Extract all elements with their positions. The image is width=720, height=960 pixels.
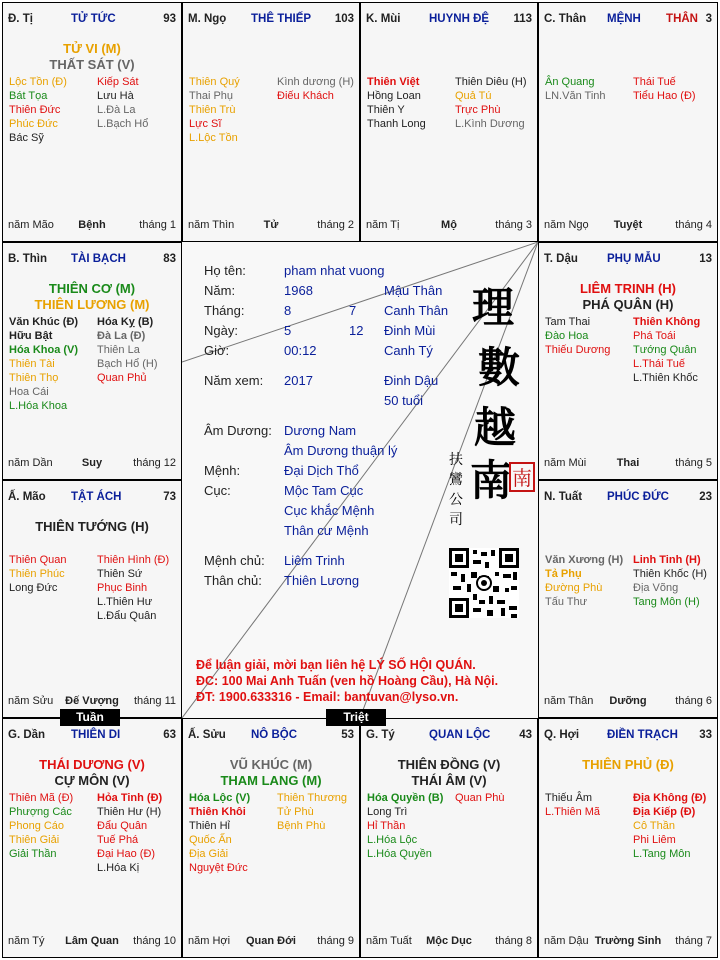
than-chu-label: Thân chủ:	[204, 573, 262, 588]
minor-star: Thiên Hư (H)	[97, 806, 162, 818]
minor-star: Hồng Loan	[367, 90, 421, 102]
minor-star: L.Hóa Khoa	[9, 400, 68, 412]
minor-stars-right	[97, 315, 182, 385]
minor-star: Quan Phù	[455, 792, 505, 804]
minor-stars-right	[97, 791, 182, 875]
info-value-canchi: 50 tuổi	[384, 393, 424, 408]
palace-age: 33	[699, 729, 712, 741]
month-label: tháng 1	[139, 219, 176, 231]
palace-header	[544, 13, 712, 29]
minor-star: Hóa Quyền (B)	[367, 792, 444, 804]
seal-stamp: 南	[509, 462, 535, 492]
minor-stars-right	[97, 75, 182, 131]
major-star: THAM LANG (M)	[220, 773, 322, 788]
palace-header	[544, 491, 712, 507]
palace-age: 3	[705, 13, 712, 25]
major-stars	[539, 757, 717, 773]
minor-star: L.Thái Tuế	[633, 358, 685, 370]
minor-star: Thiên Giải	[9, 834, 60, 846]
palace-header	[544, 253, 712, 269]
than-label: THÂN	[666, 13, 698, 25]
minor-star: Quốc Ấn	[189, 834, 232, 846]
minor-star: Đào Hoa	[545, 330, 589, 342]
palace-age: 93	[163, 13, 176, 25]
month-label: tháng 3	[495, 219, 532, 231]
palace-cell[interactable]	[538, 242, 718, 480]
minor-star: Thiên La	[97, 344, 140, 356]
minor-star: Phi Liêm	[633, 834, 676, 846]
minor-star: Quả Tú	[455, 90, 492, 102]
minor-stars-right	[633, 553, 718, 609]
minor-star: Hóa Khoa (V)	[9, 344, 79, 356]
major-star: TỬ VI (M)	[63, 41, 121, 56]
truong-sinh-stage: Dưỡng	[609, 695, 647, 707]
year-label: năm Thìn	[188, 219, 235, 231]
minor-stars-left	[9, 75, 95, 145]
minor-star: Thiên Mã (Đ)	[9, 792, 74, 804]
minor-star: L.Thiên Khốc	[633, 372, 698, 384]
palace-header	[8, 253, 176, 269]
palace-header	[8, 729, 176, 745]
minor-star: Đại Hao (Đ)	[97, 848, 156, 860]
major-star: VŨ KHÚC (M)	[229, 757, 313, 772]
palace-cell[interactable]	[2, 242, 182, 480]
month-label: tháng 11	[133, 695, 176, 707]
info-value: 2017	[284, 373, 313, 388]
minor-star: Bệnh Phù	[277, 820, 326, 832]
minor-star: Giải Thần	[9, 848, 57, 860]
palace-age: 13	[699, 253, 712, 265]
info-value: 8	[284, 303, 292, 318]
major-stars	[539, 281, 717, 313]
truong-sinh-stage: Trường Sinh	[594, 935, 662, 947]
minor-star: Đẩu Quân	[97, 820, 148, 832]
major-star: CỰ MÔN (V)	[54, 773, 130, 788]
minor-star: Phục Binh	[97, 582, 148, 594]
than-chu-value: Thiên Lương	[284, 573, 360, 588]
cuc-note-1: Cục khắc Mệnh	[284, 503, 375, 518]
month-label: tháng 7	[675, 935, 712, 947]
palace-footer	[8, 695, 176, 709]
palace-name: PHỤ MẪU	[607, 253, 661, 265]
year-label: năm Hợi	[188, 935, 231, 947]
palace-footer	[366, 219, 532, 233]
minor-star: Bác Sỹ	[9, 132, 44, 144]
palace-footer	[8, 219, 176, 233]
year-label: năm Tý	[8, 935, 45, 947]
minor-star: Kiếp Sát	[97, 76, 139, 88]
minor-stars-left	[545, 75, 631, 103]
year-label: năm Tuất	[366, 935, 412, 947]
tuan-marker: Tuần	[60, 709, 120, 726]
am-duong-value: Dương Nam	[284, 423, 357, 438]
calligraphy-char-4: 南	[470, 456, 513, 505]
minor-star: Thiếu Dương	[545, 344, 611, 356]
truong-sinh-stage: Đế Vượng	[65, 695, 119, 707]
minor-star: Thiên Hỉ	[189, 820, 230, 832]
side-calligraphy: 扶 鸞 公 司	[449, 452, 463, 528]
month-label: tháng 6	[675, 695, 712, 707]
info-value: 00:12	[284, 343, 317, 358]
minor-stars-right	[633, 791, 718, 861]
palace-header	[188, 729, 354, 745]
info-label: Năm:	[204, 283, 236, 298]
palace-header	[188, 13, 354, 29]
palace-age: 73	[163, 491, 176, 503]
minor-star: Địa Kiếp (Đ)	[633, 806, 696, 818]
palace-footer	[544, 695, 712, 709]
palace-name: TỬ TỨC	[71, 13, 116, 25]
palace-cell[interactable]	[2, 718, 182, 958]
minor-star: Hóa Kỵ (B)	[97, 316, 154, 328]
year-label: năm Dần	[8, 457, 53, 469]
palace-name: TẬT ÁCH	[71, 491, 122, 503]
minor-star: Thiên Tài	[9, 358, 55, 370]
minor-star: Thiên Không	[633, 316, 701, 328]
minor-stars-right	[277, 75, 360, 103]
major-star: THẤT SÁT (V)	[49, 57, 135, 72]
palace-branch: T. Dậu	[544, 253, 578, 265]
palace-name: QUAN LỘC	[429, 729, 491, 741]
major-star: THIÊN TƯỚNG (H)	[35, 519, 149, 534]
minor-star: Long Đức	[9, 582, 58, 594]
minor-star: Thiên Quý	[189, 76, 240, 88]
minor-star: Tướng Quân	[633, 344, 697, 356]
year-label: năm Ngọ	[544, 219, 589, 231]
minor-star: Phá Toái	[633, 330, 676, 342]
palace-branch: K. Mùi	[366, 13, 401, 25]
palace-age: 23	[699, 491, 712, 503]
minor-star: Phượng Các	[9, 806, 72, 818]
major-star: THIÊN PHỦ (Đ)	[582, 757, 674, 772]
palace-age: 103	[334, 13, 354, 25]
major-star: THÁI ÂM (V)	[411, 773, 487, 788]
minor-star: Lưu Hà	[97, 90, 134, 102]
year-label: năm Dậu	[544, 935, 589, 947]
major-stars	[3, 281, 181, 313]
major-star: PHÁ QUÂN (H)	[582, 297, 674, 312]
major-stars	[3, 757, 181, 789]
minor-star: Quan Phủ	[97, 372, 147, 384]
palace-branch: C. Thân	[544, 13, 587, 25]
minor-star: L.Thiên Mã	[545, 806, 601, 818]
minor-star: Thiên Y	[367, 104, 405, 116]
triet-marker: Triệt	[326, 709, 386, 726]
minor-star: Thiếu Âm	[545, 792, 593, 804]
minor-star: Văn Khúc (Đ)	[9, 316, 79, 328]
minor-star: Nguyệt Đức	[189, 862, 248, 874]
palace-cell[interactable]	[538, 480, 718, 718]
minor-star: Thiên Thọ	[9, 372, 59, 384]
minor-stars-left	[189, 75, 275, 145]
palace-header	[366, 729, 532, 745]
minor-stars-left	[367, 75, 453, 131]
minor-star: Thái Tuế	[633, 76, 676, 88]
minor-stars-left	[545, 791, 631, 819]
minor-star: L.Đẩu Quân	[97, 610, 157, 622]
info-label: Họ tên:	[204, 263, 246, 278]
major-stars	[3, 519, 181, 535]
palace-branch: Ấ. Sửu	[188, 729, 226, 741]
truong-sinh-stage: Quan Đới	[246, 935, 296, 947]
minor-star: Thiên Trù	[189, 104, 236, 116]
palace-name: MỆNH	[607, 13, 641, 25]
info-label: Giờ:	[204, 343, 230, 358]
palace-footer	[544, 457, 712, 471]
year-label: năm Mùi	[544, 457, 587, 469]
palace-header	[8, 13, 176, 29]
minor-star: Thai Phụ	[189, 90, 234, 102]
minor-star: Hoa Cái	[9, 386, 49, 398]
info-value-canchi: Canh Thân	[384, 303, 449, 318]
minor-stars-right	[455, 791, 538, 805]
palace-cell[interactable]	[538, 2, 718, 242]
contact-line-1: Để luận giải, mời bạn liên hệ LÝ SỐ HỘI QUÁN.	[196, 658, 476, 672]
calligraphy-char-1: 理	[472, 283, 515, 332]
info-value-canchi: Đinh Mùi	[384, 323, 436, 338]
minor-star: Đường Phù	[545, 582, 603, 594]
minor-star: L.Hóa Kị	[97, 862, 140, 874]
palace-age: 43	[519, 729, 532, 741]
minor-star: Tuế Phá	[97, 834, 139, 846]
palace-cell[interactable]	[182, 2, 360, 242]
truong-sinh-stage: Suy	[81, 457, 103, 469]
year-label: năm Mão	[8, 219, 54, 231]
palace-header	[366, 13, 532, 29]
major-star: LIÊM TRINH (H)	[579, 281, 677, 296]
major-stars	[3, 41, 181, 73]
minor-star: Tiểu Hao (Đ)	[633, 90, 696, 102]
minor-stars-left	[9, 553, 95, 595]
minor-star: L.Thiên Hư	[97, 596, 153, 608]
minor-star: Hỉ Thần	[367, 820, 406, 832]
year-label: năm Tị	[366, 219, 400, 231]
palace-cell[interactable]	[2, 2, 182, 242]
minor-stars-left	[9, 791, 95, 861]
month-label: tháng 9	[317, 935, 354, 947]
minor-star: Thanh Long	[367, 118, 426, 130]
minor-star: Tử Phù	[277, 806, 314, 818]
palace-footer	[366, 935, 532, 949]
minor-star: Thiên Diêu (H)	[455, 76, 527, 88]
minor-star: Địa Giải	[189, 848, 229, 860]
menh-chu-value: Liêm Trinh	[284, 553, 345, 568]
truong-sinh-stage: Mộc Dục	[426, 935, 472, 947]
palace-name: PHÚC ĐỨC	[607, 491, 669, 503]
minor-star: L.Bạch Hổ	[97, 118, 149, 130]
minor-stars-right	[455, 75, 538, 131]
minor-star: Thiên Đức	[9, 104, 61, 116]
month-label: tháng 2	[317, 219, 354, 231]
minor-star: Hỏa Tinh (Đ)	[97, 792, 163, 804]
palace-cell[interactable]	[538, 718, 718, 958]
menh-chu-label: Mệnh chủ:	[204, 553, 265, 568]
palace-age: 83	[163, 253, 176, 265]
contact-line-2: ĐC: 100 Mai Anh Tuấn (ven hồ Hoàng Cầu), Hà Nội.	[196, 674, 499, 688]
palace-footer	[8, 935, 176, 949]
cuc-value: Mộc Tam Cục	[284, 483, 364, 498]
month-label: tháng 5	[675, 457, 712, 469]
palace-branch: G. Tý	[366, 729, 395, 741]
info-value: 1968	[284, 283, 313, 298]
major-star: THIÊN ĐỒNG (V)	[397, 757, 501, 772]
info-value: 5	[284, 323, 292, 338]
month-label: tháng 10	[133, 935, 176, 947]
minor-star: Phúc Đức	[9, 118, 58, 130]
major-stars	[183, 757, 359, 789]
minor-star: Long Trì	[367, 806, 408, 818]
palace-name: ĐIỀN TRẠCH	[607, 729, 678, 741]
info-value: pham nhat vuong	[284, 263, 385, 278]
major-star: THÁI DƯƠNG (V)	[39, 757, 145, 772]
minor-star: Địa Không (Đ)	[633, 792, 707, 804]
info-label: Ngày:	[204, 323, 238, 338]
palace-age: 53	[341, 729, 354, 741]
minor-star: Ân Quang	[545, 76, 595, 88]
minor-stars-left	[545, 553, 631, 609]
palace-header	[544, 729, 712, 745]
palace-footer	[188, 219, 354, 233]
minor-star: LN.Văn Tinh	[545, 90, 606, 102]
palace-branch: N. Tuất	[544, 491, 583, 503]
truong-sinh-stage: Thai	[616, 457, 640, 469]
major-star: THIÊN LƯƠNG (M)	[34, 297, 150, 312]
major-stars	[361, 757, 537, 789]
minor-star: Tang Môn (H)	[633, 596, 700, 608]
minor-star: Điếu Khách	[277, 90, 334, 102]
info-value-canchi: Canh Tý	[384, 343, 433, 358]
month-label: tháng 4	[675, 219, 712, 231]
year-label: năm Sửu	[8, 695, 54, 707]
am-duong-label: Âm Dương:	[204, 423, 272, 438]
minor-star: Thiên Khốc (H)	[633, 568, 707, 580]
minor-star: Kình dương (H)	[277, 76, 354, 88]
minor-star: Thiên Thương	[277, 792, 348, 804]
month-label: tháng 12	[133, 457, 176, 469]
minor-star: L.Hóa Lộc	[367, 834, 418, 846]
palace-age: 113	[513, 13, 532, 25]
minor-star: Hữu Bật	[9, 330, 53, 342]
palace-name: THÊ THIẾP	[251, 13, 312, 25]
truong-sinh-stage: Tử	[263, 219, 279, 231]
minor-star: L.Lộc Tồn	[189, 132, 238, 144]
info-value-lunar: 12	[349, 323, 364, 338]
minor-star: Thiên Khôi	[189, 806, 246, 818]
palace-footer	[544, 935, 712, 949]
minor-star: Tấu Thư	[545, 596, 588, 608]
minor-star: Văn Xương (H)	[545, 554, 624, 566]
palace-cell[interactable]	[360, 2, 538, 242]
palace-branch: Q. Hợi	[544, 729, 580, 741]
palace-branch: Đ. Tị	[8, 13, 33, 25]
palace-branch: Ấ. Mão	[8, 491, 46, 503]
minor-stars-right	[277, 791, 360, 833]
minor-star: Bát Tọa	[9, 90, 48, 102]
palace-branch: M. Ngọ	[188, 13, 227, 25]
minor-stars-left	[189, 791, 275, 875]
palace-cell[interactable]	[182, 718, 360, 958]
minor-star: Thiên Hình (Đ)	[97, 554, 170, 566]
palace-branch: B. Thìn	[8, 253, 47, 265]
palace-footer	[544, 219, 712, 233]
minor-stars-left	[367, 791, 453, 861]
minor-star: Thiên Việt	[367, 76, 420, 88]
minor-stars-left	[545, 315, 631, 357]
minor-star: Bạch Hổ (H)	[97, 358, 158, 370]
palace-cell[interactable]	[2, 480, 182, 718]
minor-star: Địa Võng	[633, 582, 679, 594]
minor-stars-left	[9, 315, 95, 413]
cuc-note-2: Thân cư Mệnh	[284, 523, 369, 538]
minor-star: L.Đà La	[97, 104, 136, 116]
contact-line-3: ĐT: 1900.633316 - Email: bantuvan@lyso.vn.	[196, 690, 459, 704]
palace-footer	[188, 935, 354, 949]
minor-stars-right	[97, 553, 182, 623]
cuc-label: Cục:	[204, 483, 231, 498]
minor-star: Lộc Tồn (Đ)	[9, 76, 67, 88]
minor-star: Phong Cáo	[9, 820, 65, 832]
minor-star: Hóa Lộc (V)	[189, 792, 251, 804]
minor-star: Lực Sĩ	[189, 118, 222, 130]
month-label: tháng 8	[495, 935, 532, 947]
palace-footer	[8, 457, 176, 471]
minor-star: Thiên Quan	[9, 554, 67, 566]
palace-branch: G. Dần	[8, 729, 46, 741]
palace-name: TÀI BẠCH	[71, 253, 126, 265]
minor-star: Cô Thần	[633, 820, 675, 832]
major-star: THIÊN CƠ (M)	[48, 281, 136, 296]
menh-value: Đại Dịch Thổ	[284, 463, 359, 478]
palace-header	[8, 491, 176, 507]
minor-star: Tam Thai	[545, 316, 591, 328]
palace-age: 63	[163, 729, 176, 741]
minor-star: L.Tang Môn	[633, 848, 691, 860]
info-value-lunar: 7	[349, 303, 357, 318]
minor-stars-right	[633, 315, 718, 385]
truong-sinh-stage: Tuyệt	[613, 219, 643, 231]
truong-sinh-stage: Bệnh	[78, 219, 106, 231]
truong-sinh-stage: Lâm Quan	[65, 935, 119, 947]
info-label: Năm xem:	[204, 373, 264, 388]
info-label: Tháng:	[204, 303, 245, 318]
palace-cell[interactable]	[360, 718, 538, 958]
info-value-canchi: Mậu Thân	[384, 283, 443, 298]
calligraphy-char-2: 數	[478, 343, 521, 392]
palace-name: HUYNH ĐỆ	[429, 13, 490, 25]
minor-stars-right	[633, 75, 718, 103]
menh-label: Mệnh:	[204, 463, 241, 478]
minor-star: Trực Phù	[455, 104, 501, 116]
minor-star: Thiên Phúc	[9, 568, 65, 580]
minor-star: Linh Tinh (H)	[633, 554, 701, 566]
am-duong-note: Âm Dương thuận lý	[284, 443, 398, 458]
qr-code[interactable]	[449, 548, 519, 618]
minor-star: L.Hóa Quyền	[367, 848, 432, 860]
palace-name: NÔ BỘC	[251, 729, 297, 741]
minor-star: Đà La (Đ)	[97, 330, 146, 342]
minor-star: Thiên Sứ	[97, 568, 143, 580]
truong-sinh-stage: Mộ	[441, 219, 457, 231]
minor-star: Tả Phụ	[545, 568, 582, 580]
calligraphy-char-3: 越	[474, 403, 517, 452]
year-label: năm Thân	[544, 695, 594, 707]
minor-star: L.Kình Dương	[455, 118, 525, 130]
palace-name: THIÊN DI	[71, 729, 121, 741]
info-value-canchi: Đinh Dậu	[384, 373, 439, 388]
